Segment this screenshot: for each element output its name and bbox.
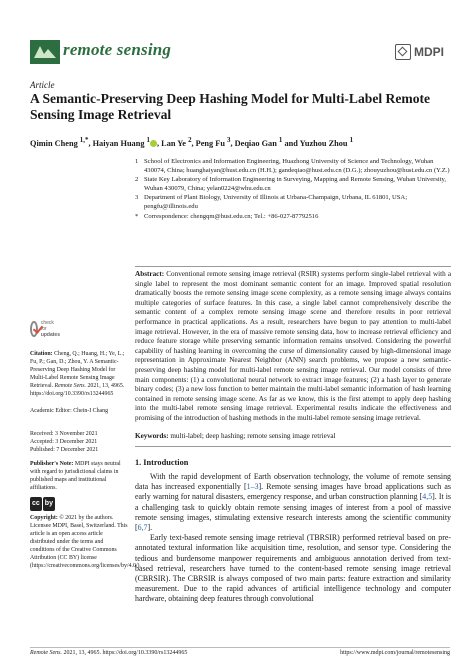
author[interactable]: Haiyan Huang — [92, 138, 145, 148]
affiliation-number: 1 — [135, 158, 139, 165]
footer-journal-link[interactable]: https://www.mdpi.com/journal/remotesensing — [340, 650, 450, 656]
affiliation-text: School of Electronics and Information Engineering, Huazhong University of Science and Technology, Wuhan 430074, China; huanghaiyan@hust.edu.cn (H.H.); gandeqiao@hust.edu.cn (D.G.); zhouyuzhou@hust.edu.cn (Y.Z.) — [144, 158, 450, 174]
author-superscript: 3 — [227, 137, 231, 144]
citation-link[interactable]: 4,5 — [422, 492, 433, 502]
paper-title: A Semantic-Preserving Deep Hashing Model for Multi-Label Remote Sensing Image Retrieval — [30, 91, 431, 122]
article-dates — [30, 430, 128, 454]
journal-logo-icon — [30, 40, 60, 64]
citation-link[interactable]: 6,7 — [137, 523, 148, 533]
check-updates-icon — [30, 321, 38, 337]
author-superscript: 1 — [146, 137, 150, 144]
publisher-name: MDPI — [414, 45, 444, 59]
author[interactable]: Deqiao Gan — [234, 138, 277, 148]
by-icon: by — [43, 497, 55, 511]
citation-journal: Remote Sens. — [54, 383, 86, 389]
abstract-label: Abstract: — [135, 270, 165, 278]
introduction-body — [135, 472, 451, 605]
orcid-icon[interactable] — [150, 140, 157, 147]
author[interactable]: Peng Fu — [195, 138, 225, 148]
mdpi-badge-icon — [395, 44, 411, 60]
author-superscript: 1 — [278, 137, 283, 144]
abstract-text: Conventional remote sensing image retrieval (RSIR) systems perform single-label retrieval with a single label to represent the most dominant semantic content for an image. Improved spatial resolution dramatically boosts the remote sensing image scene complexity, as a remote sensing image always contains multiple categories of surface features. In this case, a single label cannot comprehensively describe the semantic content of a complex remote sensing image scene and therefore results in poor retrieval performance in practical applications. As a result, researchers have begun to pay attention to multi-label image retrieval. However, in the era of massive remote sensing data, how to increase retrieval efficiency and reduce feature storage while preserving semantic information remains unsolved. Considering the powerful capability of hashing learning in overcoming the curse of dimensionality caused by high-dimensional image representation in Approximate Nearest Neighbor (ANN) search problems, we propose a new semantic-preserving deep hashing model for multi-label remote sensing image retrieval. Our model consists of three main components: (1) a convolutional neural network to extract image features; (2) a hash layer to generate binary codes; (3) a new loss function to better maintain the multi-label semantic information of hash learning contained in remote sensing image scene. As far as we know, this is the first attempt to apply deep hashing into the multi-label remote sensing image retrieval. Experimental results indicate the effectiveness and promising of the introduction of hashing methods in the multi-label remote sensing image retrieval. — [135, 270, 452, 422]
affiliation-text: Department of Plant Biology, University of Illinois at Urbana-Champaign, Urbana, IL 61801, USA; pengfu@illinois.edu — [144, 194, 408, 210]
author-superscript: 2 — [188, 137, 192, 144]
copyright-text: © 2021 by the authors. Licensee MDPI, Basel, Switzerland. This article is an open access article distributed under the terms and conditions of the Creative Commons Attribution (CC BY) license (https://creativecommons.org/licenses/by/4.0/). — [30, 515, 141, 569]
keywords-text: multi-label; deep hashing; remote sensing image retrieval — [170, 432, 336, 440]
citation-label: Citation: — [30, 351, 53, 357]
copyright-block — [30, 514, 141, 570]
author-list: Qimin Cheng $^{1,*}$, Haiyan Huang $^1$ , Lan Ye $^2$, Peng Fu $^3$, Deqiao Gan $^1$ and Yuzhou Zhou $^1$ — [30, 137, 354, 148]
keywords-label: Keywords: — [135, 432, 169, 440]
keywords — [135, 432, 451, 447]
affiliations — [135, 158, 451, 222]
author-conjunction: and — [284, 138, 298, 148]
publisher-note — [30, 460, 128, 492]
editor-name: Chein-I Chang — [73, 408, 109, 414]
author[interactable]: Lan Ye — [161, 138, 186, 148]
accepted-date: Accepted: 3 December 2021 — [30, 439, 98, 445]
check-for-updates-button[interactable] — [30, 318, 60, 340]
affiliation-text: State Key Laboratory of Information Engineering in Surveying, Mapping and Remote Sensing, Wuhan University, Wuhan 430079, China; yelan0224@whu.edu.cn — [144, 176, 447, 192]
cc-icon: cc — [30, 497, 42, 511]
citation-doi[interactable]: 2021, 13, 4965. https://doi.org/10.3390/rs13244965 — [30, 383, 125, 397]
academic-editor — [30, 407, 128, 415]
citation-block — [30, 350, 128, 398]
citation-text: Cheng, Q.; Huang, H.; Ye, L.; Fu, P.; Gan, D.; Zhou, Y. A Semantic-Preserving Deep Hashing Model for Multi-Label Remote Sensing Image Retrieval. — [30, 351, 125, 389]
intro-paragraph: With the rapid development of Earth observation technology, the volume of remote sensing data has increased exponentially [1–3]. Remote sensing images have broad applications such as early warning for natural disasters, emergency response, and urban construction planning [4,5]. It is a challenging task to quickly obtain remote sensing images of interest from a pool of massive remote sensing images, stimulating extensive research interests among the scientific community [6,7]. — [135, 472, 451, 533]
affiliation-item — [135, 158, 451, 175]
cc-license-badge[interactable] — [30, 497, 55, 511]
published-date: Published: 7 December 2021 — [30, 447, 99, 453]
intro-paragraph: Early text-based remote sensing image retrieval (TBRSIR) performed retrieval based on pre-annotated textural information like acquisition time, resolution, and sensor type. Considering the tedious and burdensome manpower requirements and ambiguous annotation derived from text-based retrieval, researchers have turned to the content-based remote sensing image retrieval (CBRSIR). The CBRSIR is always composed of two main parts: feature extraction and similarity measurement. Due to the rapid advances of artificial intelligence technology and computer hardware, obtaining deep features through convolutional — [135, 533, 451, 604]
publisher-note-text: MDPI stays neutral with regard to jurisdictional claims in published maps and institutional affiliations. — [30, 461, 121, 491]
journal-name: remote sensing — [63, 40, 172, 59]
copyright-label: Copyright: — [30, 515, 58, 521]
correspondence — [135, 213, 451, 222]
author[interactable]: Yuzhou Zhou — [299, 138, 348, 148]
article-type: Article — [30, 80, 55, 90]
author-superscript: 1 — [349, 137, 354, 144]
author-superscript: 1,* — [79, 137, 89, 144]
check-updates-label: check for updates — [40, 320, 60, 338]
page-footer — [30, 647, 450, 656]
editor-label: Academic Editor: — [30, 408, 72, 414]
affiliation-number: 3 — [135, 194, 139, 202]
abstract — [135, 266, 451, 424]
mdpi-logo — [395, 44, 444, 60]
publisher-note-label: Publisher's Note: — [30, 461, 74, 467]
received-date: Received: 3 November 2021 — [30, 431, 98, 437]
footer-doi-link[interactable]: 2021, 13, 4965. https://doi.org/10.3390/rs13244965 — [63, 650, 188, 656]
affiliation-item — [135, 194, 451, 211]
correspondence-text: Correspondence: chengqm@hust.edu.cn; Tel.: +86-027-87792516 — [144, 212, 319, 220]
section-heading-introduction: 1. Introduction — [135, 458, 189, 467]
affiliation-number: * — [135, 212, 139, 220]
citation-link[interactable]: 1–3 — [246, 482, 259, 492]
author[interactable]: Qimin Cheng — [30, 138, 78, 148]
affiliation-number: 2 — [135, 176, 139, 184]
footer-citation: Remote Sens. 2021, 13, 4965. https://doi.org/10.3390/rs13244965 — [30, 650, 188, 656]
affiliation-item — [135, 176, 451, 193]
